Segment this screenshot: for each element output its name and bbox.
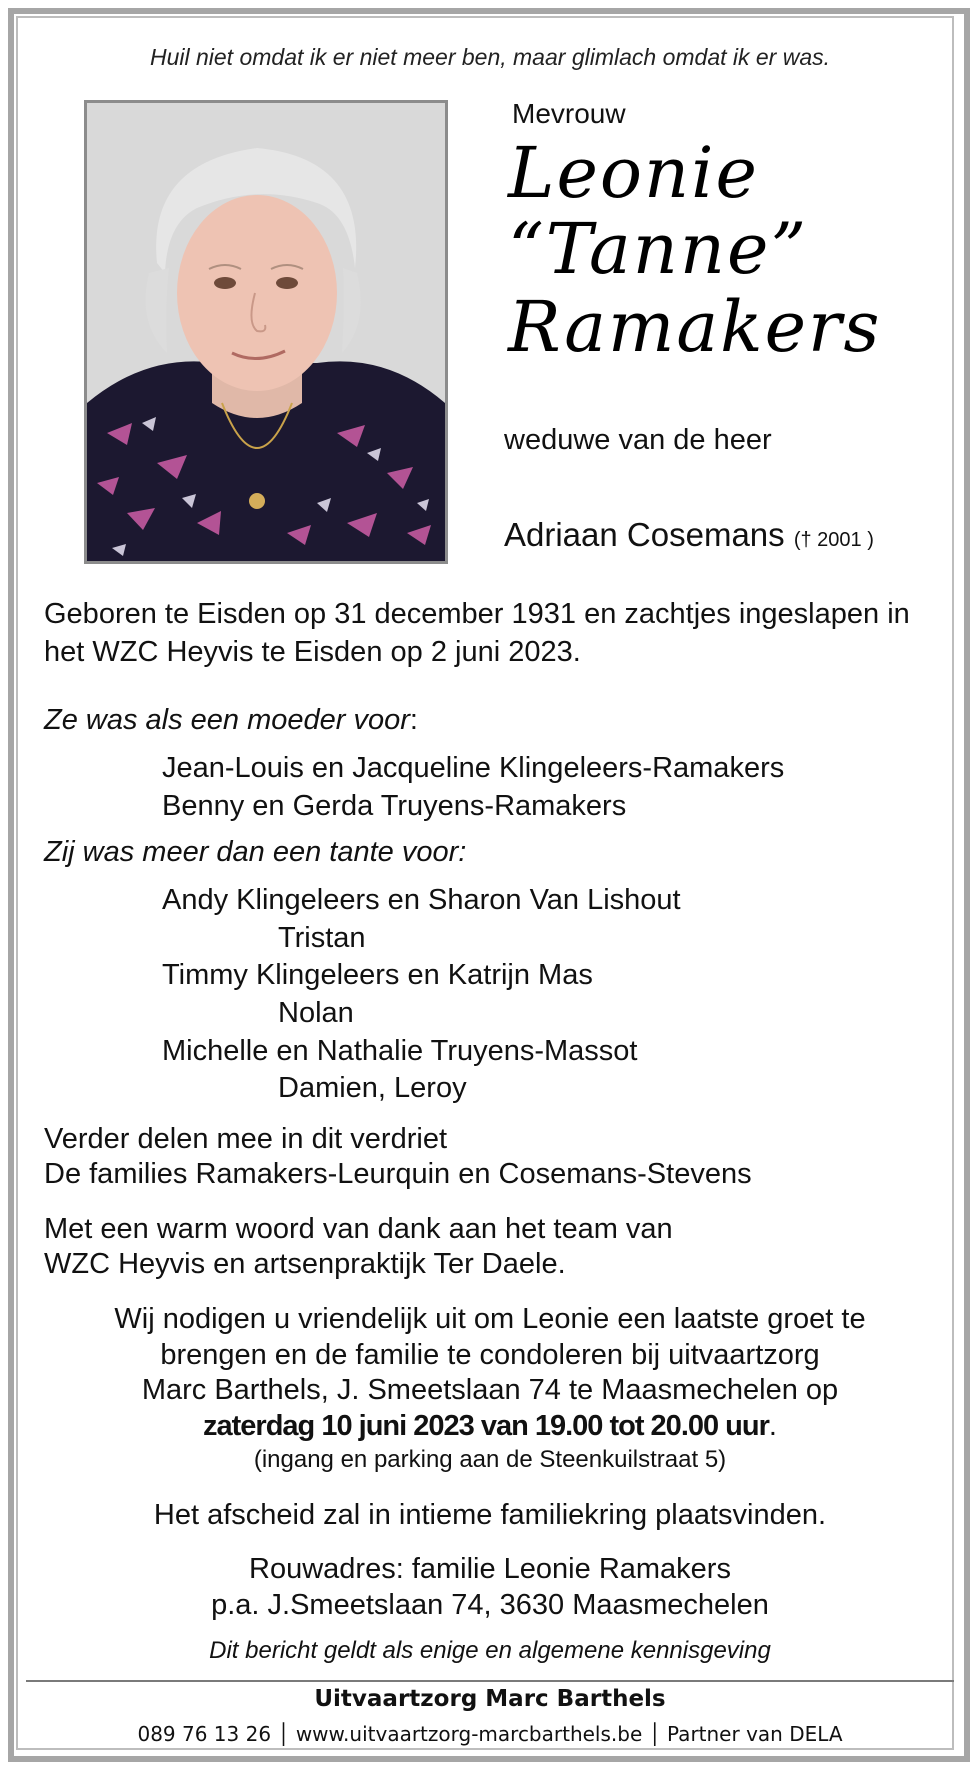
nickname: “Tanne” — [508, 208, 809, 290]
spouse — [504, 516, 874, 554]
mother-heading-text: Ze was als een moeder voor — [44, 704, 410, 736]
spouse-death-year: († 2001 ) — [793, 529, 874, 551]
address-line-1: Rouwadres: familie Leonie Ramakers — [249, 1553, 731, 1585]
invite-line-3: Marc Barthels, J. Smeetslaan 74 te Maasmechelen op — [141, 1374, 839, 1407]
birth-line-1: Geboren te Eisden op 31 december 1931 en zachtjes ingeslapen in — [44, 598, 910, 630]
share-text — [44, 1122, 752, 1192]
widow-of-label: weduwe van de heer — [504, 424, 772, 456]
invite-line-2: brengen en de familie te condoleren bij uitvaartzorg — [160, 1338, 820, 1371]
motto: Huil niet omdat ik er niet meer ben, maar glimlach omdat ik er was. — [149, 44, 831, 70]
notice: Dit bericht geldt als enige en algemene kennisgeving — [209, 1637, 771, 1664]
invite-note: (ingang en parking aan de Steenkuilstraat 5) — [253, 1445, 727, 1473]
list-item: Andy Klingeleers en Sharon Van Lishout — [162, 884, 681, 916]
invite-date-end: . — [768, 1409, 777, 1442]
invite-line-1: Wij nodigen u vriendelijk uit om Leonie een laatste groet te — [114, 1303, 866, 1335]
thanks-line-2: WZC Heyvis en artsenpraktijk Ter Daele. — [44, 1247, 566, 1280]
invite-date: zaterdag 10 juni 2023 van 19.00 tot 20.00 uur — [203, 1409, 769, 1442]
mother-heading-colon: : — [409, 704, 418, 736]
share-line-2: De families Ramakers-Leurquin en Cosemans-Stevens — [44, 1157, 752, 1190]
portrait-photo — [84, 100, 448, 564]
invite-date-line — [0, 1409, 980, 1445]
list-item: Benny en Gerda Truyens-Ramakers — [162, 789, 627, 822]
share-line-1: Verder delen mee in dit verdriet — [44, 1123, 447, 1155]
address-line-2: p.a. J.Smeetslaan 74, 3630 Maasmechelen — [211, 1588, 769, 1621]
birth-death-text — [44, 596, 910, 671]
list-item-children: Damien, Leroy — [278, 1072, 467, 1105]
mother-heading — [44, 702, 418, 740]
spouse-name: Adriaan Cosemans — [504, 516, 785, 553]
first-name: Leonie — [508, 132, 759, 214]
thanks-line-1: Met een warm woord van dank aan het team van — [44, 1213, 673, 1245]
list-item: Michelle en Nathalie Truyens-Massot — [162, 1034, 638, 1067]
birth-line-2: het WZC Heyvis te Eisden op 2 juni 2023. — [44, 635, 581, 668]
invitation — [0, 1302, 980, 1474]
list-item-children: Tristan — [278, 921, 366, 954]
mother-list — [162, 750, 784, 825]
mourning-address — [0, 1552, 980, 1623]
farewell: Het afscheid zal in intieme familiekring plaatsvinden. — [153, 1499, 827, 1531]
aunt-list — [162, 882, 681, 1108]
list-item: Timmy Klingeleers en Katrijn Mas — [162, 959, 593, 992]
honorific: Mevrouw — [512, 98, 626, 129]
thanks-text — [44, 1212, 673, 1282]
last-name: Ramakers — [508, 286, 882, 368]
footer-divider — [26, 1680, 954, 1682]
footer-contact: 089 76 13 26 │ www.uitvaartzorg-marcbarthels.be │ Partner van DELA — [137, 1722, 843, 1746]
footer-company: Uitvaartzorg Marc Barthels — [314, 1686, 666, 1712]
list-item: Jean-Louis en Jacqueline Klingeleers-Ramakers — [162, 752, 785, 784]
portrait-illustration — [87, 103, 445, 561]
list-item-children: Nolan — [278, 997, 354, 1030]
aunt-heading: Zij was meer dan een tante voor: — [44, 836, 467, 868]
